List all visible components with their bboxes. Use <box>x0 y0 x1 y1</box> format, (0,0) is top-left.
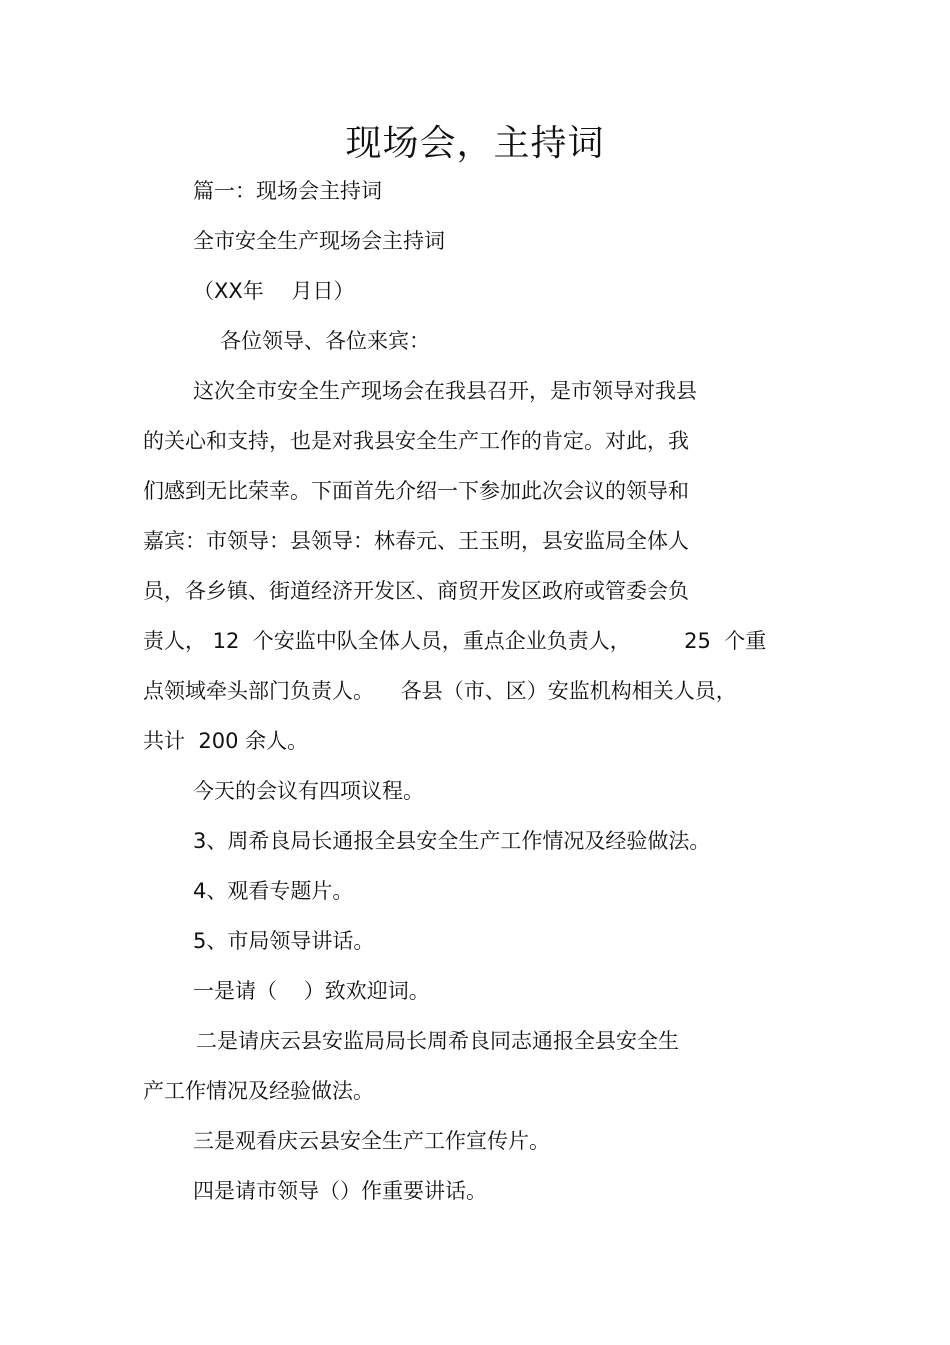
paragraph-line: 责人， 12 个安监中队全体人员，重点企业负责人， 25 个重 <box>143 629 767 653</box>
program-item: 一是请（ ）致欢迎词。 <box>193 979 430 1003</box>
agenda-item: 3、周希良局长通报全县安全生产工作情况及经验做法。 <box>193 829 711 853</box>
paragraph-line: 共计 200 余人。 <box>143 729 309 753</box>
program-item: 三是观看庆云县安全生产工作宣传片。 <box>193 1129 550 1153</box>
program-item-continued: 产工作情况及经验做法。 <box>143 1079 374 1103</box>
paragraph-line: 这次全市安全生产现场会在我县召开，是市领导对我县 <box>193 379 697 403</box>
paragraph-line: 们感到无比荣幸。下面首先介绍一下参加此次会议的领导和 <box>143 479 689 503</box>
paragraph-line: 嘉宾：市领导：县领导：林春元、王玉明，县安监局全体人 <box>143 529 689 553</box>
agenda-item: 4、观看专题片。 <box>193 879 354 903</box>
agenda-item: 5、市局领导讲话。 <box>193 929 375 953</box>
salutation: 各位领导、各位来宾： <box>220 329 430 353</box>
program-item: 四是请市领导（）作重要讲话。 <box>193 1179 487 1203</box>
program-item: 二是请庆云县安监局局长周希良同志通报全县安全生 <box>196 1029 679 1053</box>
paragraph-line: 点领域牵头部门负责人。 各县（市、区）安监机构相关人员， <box>143 679 737 703</box>
speech-title: 全市安全生产现场会主持词 <box>193 229 445 253</box>
date-line: （XX年 月日） <box>193 279 355 303</box>
agenda-intro: 今天的会议有四项议程。 <box>193 779 424 803</box>
section-heading: 篇一：现场会主持词 <box>193 179 382 203</box>
paragraph-line: 的关心和支持，也是对我县安全生产工作的肯定。对此，我 <box>143 429 689 453</box>
document-title: 现场会，主持词 <box>345 123 605 164</box>
paragraph-line: 员，各乡镇、街道经济开发区、商贸开发区政府或管委会负 <box>143 579 689 603</box>
